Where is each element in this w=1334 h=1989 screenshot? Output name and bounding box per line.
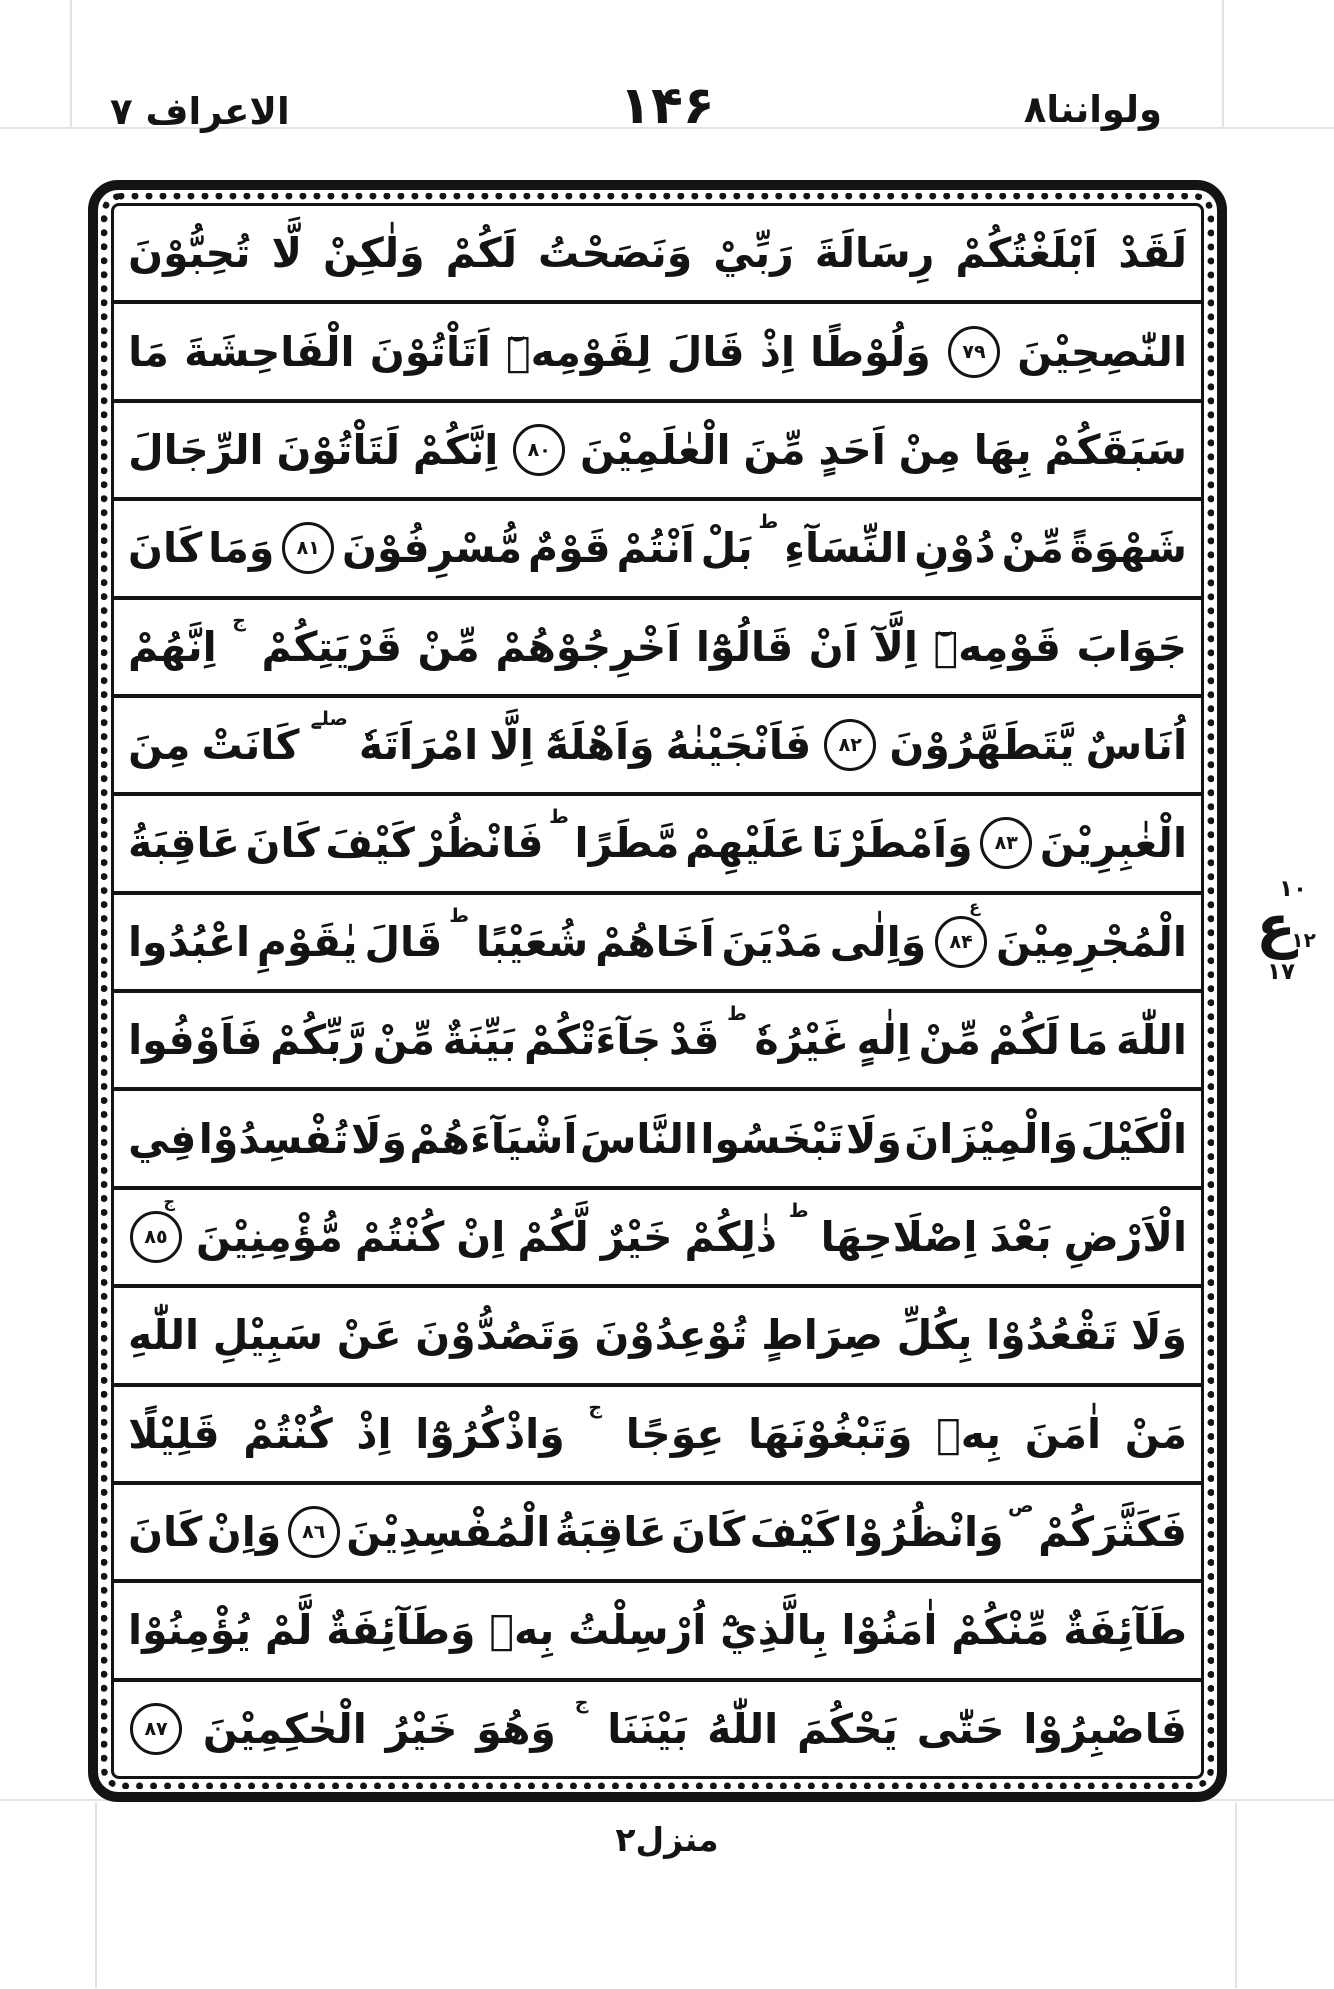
- quran-word: جَآءَتْكُمْ: [524, 1016, 662, 1065]
- quran-word: عَاقِبَةُ: [554, 1508, 667, 1557]
- quran-word: اِنَّهُمْ: [128, 622, 217, 671]
- scan-edge-line: [70, 0, 72, 129]
- quran-word: خَيْرٌ: [600, 1212, 673, 1261]
- waqf-mark: ص: [1008, 1494, 1034, 1517]
- quran-word: مِّنَ: [743, 425, 806, 474]
- verse-number-badge: ٨٧: [130, 1703, 182, 1755]
- quran-word: بَلْ: [700, 524, 753, 573]
- quran-word: اَخْرِجُوْهُمْ: [495, 622, 681, 671]
- quran-word: خَيْرُ: [385, 1704, 458, 1753]
- quran-word: وَهُوَ: [476, 1704, 556, 1753]
- verse-number-badge: ٨٣: [980, 817, 1032, 869]
- verse-number-badge: ٨١: [282, 522, 334, 574]
- quran-word: يَحْكُمَ: [796, 1704, 898, 1753]
- quran-word: اَحَدٍ: [818, 425, 886, 474]
- quran-word: الْاَرْضِ: [1063, 1212, 1187, 1261]
- quran-word: اَخَاهُمْ: [595, 917, 715, 966]
- quran-word: دُوْنِ: [914, 524, 996, 573]
- waqf-mark: ط: [788, 1199, 809, 1222]
- quran-word: وَانْظُرُوْا: [843, 1508, 1004, 1557]
- quran-line-text: [114, 206, 1201, 300]
- quran-word: اُنَاسٌ: [1085, 721, 1187, 770]
- quran-word: الْمُفْسِدِيْنَ: [346, 1508, 551, 1557]
- quran-word: كَانَ: [128, 524, 203, 573]
- quran-word: وَطَآئِفَةٌ: [326, 1606, 476, 1655]
- quran-word: اِلَّا: [489, 721, 534, 770]
- quran-word: فَاَنْجَيْنٰهُ: [665, 721, 812, 770]
- quran-word: بَيْنَنَا: [607, 1704, 689, 1753]
- quran-word: فَاَوْفُوا: [128, 1016, 263, 1065]
- quran-word: مِّنْكُمْ: [951, 1606, 1050, 1655]
- quran-line-text: [114, 1190, 1201, 1284]
- quran-word: فَانْظُرْ: [420, 819, 544, 868]
- quran-word: حَتّٰى: [916, 1704, 1005, 1753]
- quran-word: لَتَاْتُوْنَ: [276, 425, 401, 474]
- quran-line-text: [114, 993, 1201, 1087]
- ruku-count-top: ١٠: [1278, 876, 1308, 902]
- quran-word: وَتَبْغُوْنَهَا: [748, 1409, 913, 1458]
- ruku-ain-icon: ع ١٢: [1256, 892, 1316, 960]
- quran-word: مِنْ: [898, 425, 961, 474]
- quran-line-text: [114, 600, 1201, 694]
- quran-line-text: [114, 1288, 1201, 1382]
- quran-word: مَدْيَنَ: [721, 917, 823, 966]
- quran-word: تُحِبُّوْنَ: [128, 229, 251, 278]
- quran-word: بِهٖ: [489, 1606, 555, 1655]
- quran-word: اِذْ: [356, 1409, 392, 1458]
- waqf-mark: ط: [549, 806, 569, 829]
- quran-word: النِّسَآءِ: [784, 524, 909, 573]
- quran-word: اَنْ: [808, 622, 858, 671]
- quran-word: شُعَيْبًا: [475, 917, 589, 966]
- quran-word: غَيْرُهٗ: [754, 1016, 849, 1065]
- quran-word: يَّتَطَهَّرُوْنَ: [889, 721, 1075, 770]
- quran-word: اٰمَنَ: [1024, 1409, 1102, 1458]
- ornamental-border-frame: [88, 180, 1227, 1802]
- quran-word: الْفَاحِشَةَ: [184, 327, 355, 376]
- quran-line-text: [114, 796, 1201, 890]
- quran-word: الْحٰكِمِيْنَ: [202, 1704, 367, 1753]
- quran-word: وَنَصَحْتُ: [538, 229, 693, 278]
- quran-line-row: [114, 600, 1201, 698]
- quran-word: يُؤْمِنُوْا: [128, 1606, 252, 1655]
- quran-word: الْغٰبِرِيْنَ: [1039, 819, 1187, 868]
- quran-word: اِنْ: [456, 1212, 506, 1261]
- quran-word: عَاقِبَةُ: [128, 819, 240, 868]
- quran-word: اِنَّكُمْ: [412, 425, 499, 474]
- quran-word: بَيِّنَةٌ: [442, 1016, 517, 1065]
- quran-word: النّٰصِحِيْنَ: [1017, 327, 1187, 376]
- quran-word: تُوْعِدُوْنَ: [594, 1311, 748, 1360]
- verse-number-badge: ٨٠: [513, 424, 565, 476]
- quran-word: مِّنْ: [918, 1016, 981, 1065]
- quran-word: اللّٰهَ: [1115, 1016, 1187, 1065]
- quran-line-row: [114, 1583, 1201, 1681]
- quran-word: اعْبُدُوا: [128, 917, 251, 966]
- quran-word: كَانَ: [245, 819, 320, 868]
- surah-title: الاعراف ٧: [110, 90, 290, 133]
- quran-line-text: [114, 304, 1201, 398]
- quran-word: لِقَوْمِهٖٓ: [506, 327, 652, 376]
- quran-word: فِي: [128, 1114, 197, 1163]
- quran-word: وَاِلٰى: [829, 917, 927, 966]
- quran-word: مَنْ: [1124, 1409, 1187, 1458]
- quran-word: لَّمْ: [264, 1606, 313, 1655]
- quran-word: الرِّجَالَ: [128, 425, 264, 474]
- quran-line-text: [114, 501, 1201, 595]
- quran-line-text: [114, 698, 1201, 792]
- quran-word: اِذْ: [759, 327, 795, 376]
- quran-word: مُّؤْمِنِيْنَ: [196, 1212, 343, 1261]
- quran-word: لَكُمْ: [445, 229, 518, 278]
- juz-title: ولواننا٨: [1023, 88, 1162, 131]
- quran-word: مِّنْ: [372, 1016, 435, 1065]
- quran-word: مِّنْ: [417, 622, 480, 671]
- ruku-end-mark: ج: [163, 1191, 176, 1211]
- quran-word: سَبِيْلِ: [212, 1311, 324, 1360]
- page-number: ١۴۶: [619, 76, 715, 136]
- quran-word: اَبْلَغْتُكُمْ: [955, 229, 1098, 278]
- manzil-label: منزل٢: [615, 1820, 719, 1859]
- quran-word: يٰقَوْمِ: [256, 917, 358, 966]
- quran-word: بِهَا: [973, 425, 1032, 474]
- quran-word: وَاِنْ: [206, 1508, 282, 1557]
- quran-line-text: [114, 1091, 1201, 1185]
- quran-word: كُنْتُمْ: [243, 1409, 333, 1458]
- waqf-mark: ط: [758, 511, 779, 534]
- quran-word: كَيْفَ: [325, 819, 415, 868]
- quran-word: جَوَابَ: [1076, 622, 1187, 671]
- quran-line-text: [114, 895, 1201, 989]
- quran-line-row: [114, 403, 1201, 501]
- quran-word: وَاَهْلَهٗٓ: [544, 721, 655, 770]
- quran-line-row: [114, 1288, 1201, 1386]
- quran-line-row: [114, 698, 1201, 796]
- waqf-mark: ج: [588, 1396, 603, 1419]
- ruku-count-middle: ١٢: [1291, 928, 1316, 953]
- quran-line-row: [114, 1485, 1201, 1583]
- quran-word: الْمُجْرِمِيْنَ: [995, 917, 1187, 966]
- verse-number-badge: ٨۴ ع: [935, 916, 987, 968]
- quran-word: وَاذْكُرُوْٓا: [415, 1409, 565, 1458]
- quran-word: اَنْتُمْ: [616, 524, 695, 573]
- quran-word: اِصْلَاحِهَا: [820, 1212, 978, 1261]
- quran-word: الْعٰلَمِيْنَ: [580, 425, 731, 474]
- quran-word: عَنْ: [336, 1311, 402, 1360]
- quran-line-row: [114, 1387, 1201, 1485]
- waqf-mark: ط: [727, 1003, 747, 1025]
- quran-word: فَاصْبِرُوْا: [1023, 1704, 1187, 1753]
- quran-word: مَا: [1067, 1016, 1109, 1065]
- quran-line-row: [114, 1190, 1201, 1288]
- quran-word: تَبْخَسُوا: [700, 1114, 844, 1163]
- quran-line-row: [114, 993, 1201, 1091]
- quran-line-row: [114, 501, 1201, 599]
- quran-word: صِرَاطٍ: [761, 1311, 883, 1360]
- text-area-frame: [111, 203, 1204, 1779]
- quran-word: قَالَ: [666, 327, 745, 376]
- quran-word: النَّاسَ: [579, 1114, 698, 1163]
- quran-word: وَلَا: [1130, 1311, 1187, 1360]
- quran-line-text: [114, 1682, 1201, 1776]
- quran-word: بِكُلِّ: [896, 1311, 973, 1360]
- quran-word: بِالَّذِيْٓ: [720, 1606, 828, 1655]
- quran-word: قَرْيَتِكُمْ: [261, 622, 402, 671]
- quran-word: لَّكُمْ: [517, 1212, 589, 1261]
- quran-word: وَلَا: [845, 1114, 902, 1163]
- ruku-count-bottom: ١٧: [1266, 959, 1296, 986]
- quran-word: فَكَثَّرَكُمْ: [1038, 1508, 1187, 1557]
- quran-word: اللّٰهِ: [128, 1311, 200, 1360]
- quran-word: كَانَ: [128, 1508, 203, 1557]
- verse-number-badge: ٨٥ ج: [130, 1211, 182, 1263]
- quran-word: اَشْيَآءَهُمْ: [409, 1114, 578, 1163]
- quran-word: وَالْمِيْزَانَ: [904, 1114, 1078, 1163]
- quran-word: اٰمَنُوْا: [841, 1606, 938, 1655]
- verse-number-badge: ٧٩: [948, 326, 1000, 378]
- quran-word: رَّبِّكُمْ: [270, 1016, 366, 1065]
- quran-word: طَآئِفَةٌ: [1063, 1606, 1187, 1655]
- quran-word: لَّا: [271, 229, 303, 278]
- quran-word: اِلٰهٍ: [856, 1016, 911, 1065]
- quran-word: امْرَاَتَهٗ: [358, 721, 479, 770]
- quran-word: لَقَدْ: [1118, 229, 1187, 278]
- quran-line-text: [114, 1387, 1201, 1481]
- quran-word: عَلَيْهِمْ: [685, 819, 806, 868]
- quran-word: كُنْتُمْ: [354, 1212, 445, 1261]
- quran-word: لَكُمْ: [988, 1016, 1060, 1065]
- quran-word: قَلِيْلًا: [128, 1409, 220, 1458]
- dotted-border-band: [101, 193, 1214, 1789]
- quran-word: وَاَمْطَرْنَا: [811, 819, 973, 868]
- scan-edge-line: [1222, 0, 1224, 129]
- quran-word: مِّنْ: [1001, 524, 1064, 573]
- quran-word: اَتَاْتُوْنَ: [369, 327, 491, 376]
- quran-word: وَمَا: [208, 524, 275, 573]
- quran-word: اللّٰهُ: [707, 1704, 779, 1753]
- quran-word: شَهْوَةً: [1069, 524, 1187, 573]
- quran-word: سَبَقَكُمْ: [1044, 425, 1187, 474]
- quran-word: كَانَتْ: [201, 721, 300, 770]
- waqf-mark: ط: [449, 904, 469, 927]
- quran-word: مَا: [128, 327, 169, 376]
- quran-word: وَلٰكِنْ: [323, 229, 425, 278]
- quran-word: كَيْفَ: [749, 1508, 840, 1557]
- quran-line-row: [114, 796, 1201, 894]
- quran-word: اُرْسِلْتُ: [568, 1606, 707, 1655]
- quran-line-row: [114, 206, 1201, 304]
- verse-number-badge: ٨٦: [288, 1506, 340, 1558]
- quran-word: مِنَ: [128, 721, 191, 770]
- ruku-end-mark: ع: [969, 896, 981, 916]
- ruku-margin-marker: [1240, 876, 1320, 985]
- quran-word: رَبِّيْ: [713, 229, 794, 278]
- quran-word: بَعْدَ: [989, 1212, 1052, 1261]
- quran-word: اِلَّآ: [873, 622, 918, 671]
- quran-word: مَّطَرًا: [574, 819, 680, 868]
- quran-word: قَدْ: [668, 1016, 720, 1065]
- quran-line-row: [114, 895, 1201, 993]
- quran-word: وَتَصُدُّوْنَ: [415, 1311, 581, 1360]
- waqf-mark: ج: [232, 609, 246, 632]
- quran-word: قَوْمِهٖٓ: [933, 622, 1061, 671]
- quran-word: قَالُوْٓا: [695, 622, 794, 671]
- quran-word: وَلَا: [351, 1114, 408, 1163]
- quran-line-row: [114, 1091, 1201, 1189]
- quran-word: قَوْمٌ: [528, 524, 611, 573]
- quran-word: الْكَيْلَ: [1080, 1114, 1187, 1163]
- quran-word: تُفْسِدُوْا: [198, 1114, 349, 1163]
- quran-word: تَقْعُدُوْا: [986, 1311, 1118, 1360]
- quran-word: ذٰلِكُمْ: [684, 1212, 777, 1261]
- quran-word: بِهٖ: [936, 1409, 1001, 1458]
- quran-line-text: [114, 1485, 1201, 1579]
- waqf-mark: صلے: [310, 707, 348, 730]
- quran-word: عِوَجًا: [625, 1409, 725, 1458]
- quran-word: قَالَ: [364, 917, 443, 966]
- quran-line-text: [114, 1583, 1201, 1677]
- waqf-mark: ج: [574, 1691, 589, 1714]
- quran-line-text: [114, 403, 1201, 497]
- quran-word: وَلُوْطًا: [810, 327, 931, 376]
- quran-line-row: [114, 304, 1201, 402]
- quran-line-row: [114, 1682, 1201, 1776]
- verse-number-badge: ٨٢: [824, 719, 876, 771]
- quran-word: مُّسْرِفُوْنَ: [342, 524, 523, 573]
- quran-word: كَانَ: [671, 1508, 746, 1557]
- quran-word: رِسَالَةَ: [814, 229, 935, 278]
